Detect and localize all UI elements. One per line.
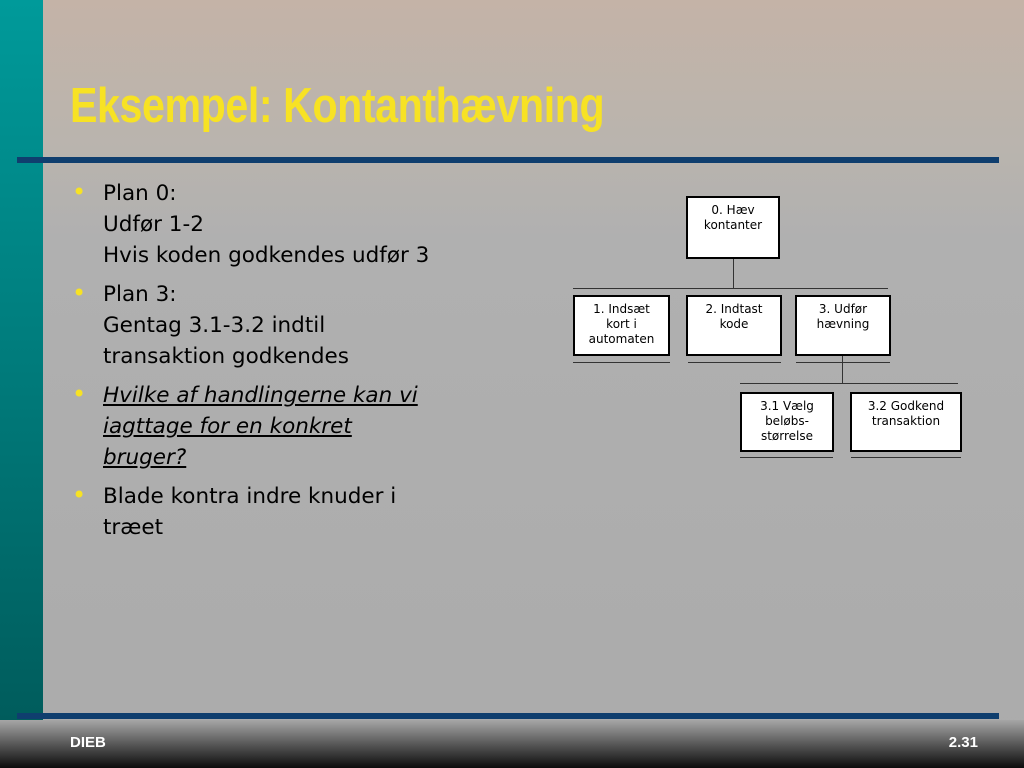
node-label: transaktion xyxy=(871,414,941,428)
tree-node-3-2 xyxy=(850,392,962,452)
connector-line xyxy=(573,288,888,289)
connector-line xyxy=(733,258,734,288)
bullet-icon: • xyxy=(72,178,87,206)
bullet-line: Hvis koden godkendes udfør 3 xyxy=(103,243,430,268)
bullet-line: Hvilke af handlingerne kan vi xyxy=(103,383,418,408)
underline-bar xyxy=(573,362,670,363)
bullet-icon: • xyxy=(72,380,87,408)
node-label: hævning xyxy=(816,317,870,331)
node-label: 3.1 Vælg xyxy=(760,399,814,413)
underline-bar xyxy=(688,362,781,363)
connector-line xyxy=(740,383,958,384)
bullet-line: Udfør 1-2 xyxy=(103,212,204,237)
node-label: automaten xyxy=(588,332,655,346)
slide-title: Eksempel: Kontanthævning xyxy=(70,79,605,133)
bullet-item xyxy=(70,481,510,543)
title-divider xyxy=(17,157,999,163)
bullet-icon: • xyxy=(72,481,87,509)
bullet-line: Gentag 3.1-3.2 indtil xyxy=(103,313,326,338)
tree-node-3-1 xyxy=(740,392,834,452)
bullet-line: Plan 3: xyxy=(103,282,177,307)
footer-divider xyxy=(17,713,999,719)
node-label: kode xyxy=(719,317,749,331)
left-accent-bar xyxy=(0,0,43,768)
bullet-line: transaktion godkendes xyxy=(103,344,349,369)
connector-line xyxy=(842,356,843,383)
node-label: kort i xyxy=(606,317,637,331)
node-label: 3. Udfør xyxy=(818,302,868,316)
bullet-item xyxy=(70,178,510,271)
node-label: 3.2 Godkend xyxy=(867,399,945,413)
bullet-line: iagttage for en konkret xyxy=(103,414,352,439)
slide-number: 2.31 xyxy=(948,734,978,751)
tree-node-2 xyxy=(686,295,782,356)
bullet-line: Plan 0: xyxy=(103,181,177,206)
footer-course-label: DIEB xyxy=(70,734,106,751)
bullet-line: bruger? xyxy=(103,445,187,470)
node-label: kontanter xyxy=(703,218,763,232)
underline-bar xyxy=(796,362,890,363)
bullet-line: træet xyxy=(103,515,164,540)
node-label: 0. Hæv xyxy=(711,203,755,217)
bullet-list xyxy=(70,178,510,551)
tree-node-3 xyxy=(795,295,891,356)
bullet-item-question xyxy=(70,380,510,473)
underline-bar xyxy=(851,457,961,458)
node-label: beløbs- xyxy=(765,414,809,428)
bullet-line: Blade kontra indre knuder i xyxy=(103,484,397,509)
bullet-icon: • xyxy=(72,279,87,307)
node-label: 1. Indsæt xyxy=(593,302,650,316)
node-label: 2. Indtast xyxy=(705,302,763,316)
footer-bar xyxy=(0,720,1024,768)
underline-bar xyxy=(740,457,833,458)
bullet-item xyxy=(70,279,510,372)
node-label: størrelse xyxy=(760,429,814,443)
tree-node-root xyxy=(686,196,780,259)
tree-node-1 xyxy=(573,295,670,356)
